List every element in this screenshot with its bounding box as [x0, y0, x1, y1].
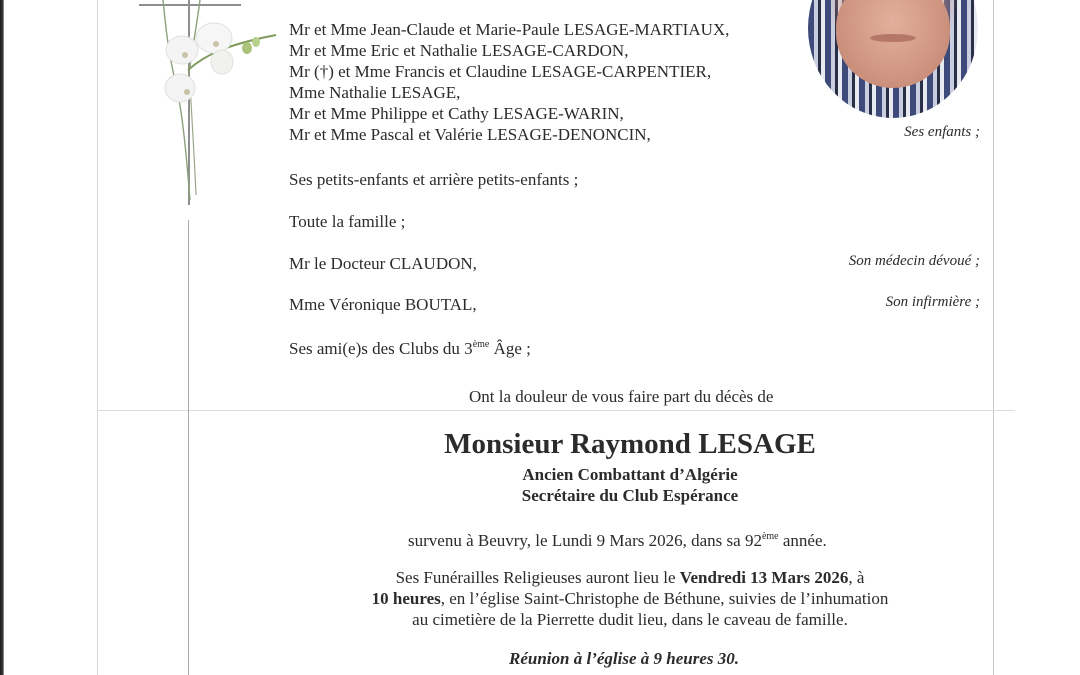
doctor-line: Mr le Docteur CLAUDON,	[289, 254, 477, 273]
children-role: Ses enfants ;	[904, 124, 980, 140]
funeral-line-1-text: Ses Funérailles Religieuses auront lieu le	[395, 568, 680, 587]
child-line-1: Mr et Mme Jean-Claude et Marie-Paule LESAGE-MARTIAUX,	[289, 20, 730, 39]
death-suffix: année.	[778, 531, 827, 550]
funeral-line-1-end: , à	[848, 568, 865, 587]
family-line: Toute la famille ;	[289, 212, 406, 231]
deceased-name-block	[330, 428, 930, 506]
deceased-name: Monsieur Raymond LESAGE	[444, 428, 816, 460]
death-text: survenu à Beuvry, le Lundi 9 Mars 2026, dans sa 92	[408, 531, 762, 550]
child-line-2: Mr et Mme Eric et Nathalie LESAGE-CARDON,	[289, 41, 629, 60]
funeral-block	[340, 567, 920, 630]
fold-line-left	[97, 0, 98, 675]
fold-line-right	[993, 0, 994, 675]
nurse-role: Son infirmière ;	[885, 294, 980, 310]
funeral-line-2	[340, 588, 920, 609]
nurse-line: Mme Véronique BOUTAL,	[289, 295, 477, 314]
funeral-date: Vendredi 13 Mars 2026	[679, 568, 849, 587]
death-line	[408, 530, 827, 551]
grandchildren-line: Ses petits-enfants et arrière petits-enfants ;	[289, 170, 579, 189]
funeral-line-2-text: , en l’église Saint-Christophe de Béthune, suivies de l’inhumation	[440, 589, 889, 608]
death-sup: ème	[761, 531, 779, 542]
announcement-intro: Ont la douleur de vous faire part du décès de	[469, 387, 774, 406]
child-line-6: Mr et Mme Pascal et Valérie LESAGE-DENONCIN,	[289, 125, 651, 144]
friends-sup: ème	[472, 339, 490, 350]
funeral-line-1	[340, 567, 920, 588]
child-line-3: Mr (†) et Mme Francis et Claudine LESAGE-CARPENTIER,	[289, 62, 712, 81]
orchid-flower-icon	[130, 0, 280, 210]
cross-stem-line	[188, 220, 189, 675]
child-line-4: Mme Nathalie LESAGE,	[289, 83, 461, 102]
friends-line	[289, 338, 531, 359]
funeral-time: 10 heures	[371, 589, 441, 608]
child-line-5: Mr et Mme Philippe et Cathy LESAGE-WARIN,	[289, 104, 624, 123]
funeral-line-3: au cimetière de la Pierrette dudit lieu, dans le caveau de famille.	[412, 610, 848, 629]
meeting-line: Réunion à l’église à 9 heures 30.	[509, 649, 739, 668]
scan-edge	[0, 0, 4, 675]
friends-suffix: Âge ;	[489, 339, 531, 358]
doctor-role: Son médecin dévoué ;	[848, 253, 980, 269]
deceased-title-1: Ancien Combattant d’Algérie	[522, 465, 738, 484]
portrait-mouth	[870, 34, 916, 42]
deceased-title-2: Secrétaire du Club Espérance	[521, 486, 739, 505]
friends-text: Ses ami(e)s des Clubs du 3	[289, 339, 473, 358]
cross-with-orchid-icon	[130, 0, 280, 675]
portrait-face	[836, 0, 950, 88]
